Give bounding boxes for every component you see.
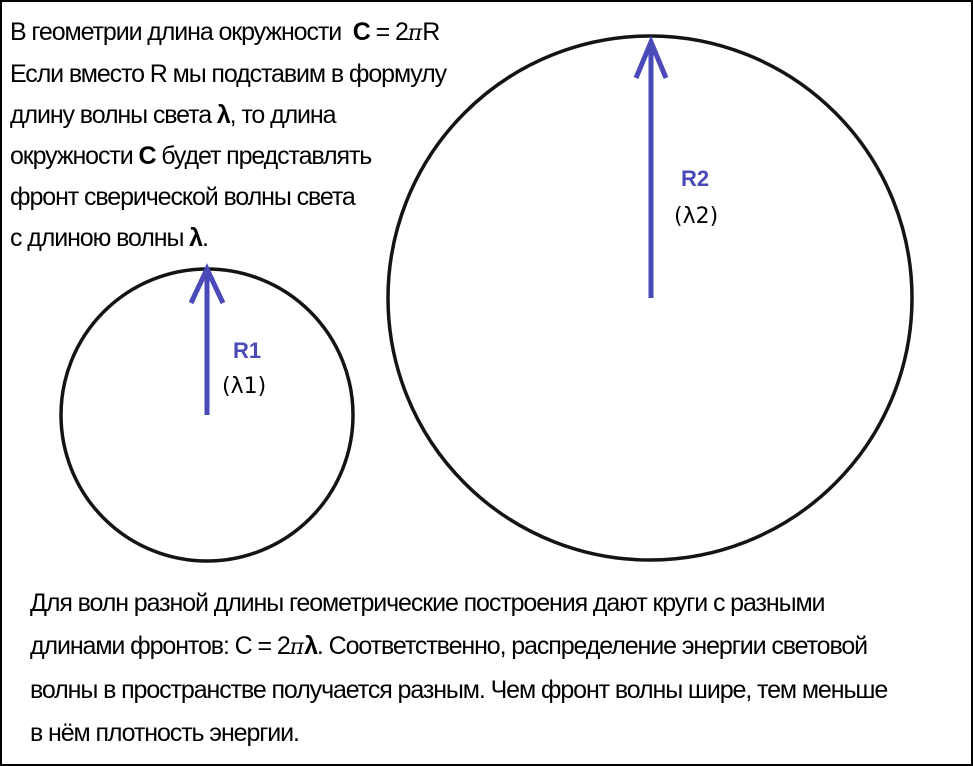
- intro-line-3-text: длину волны света: [10, 101, 217, 129]
- intro-line-6-text: с длиною волны: [10, 224, 190, 252]
- radius-label-r1: R1: [233, 338, 262, 363]
- lambda-symbol: λ: [216, 101, 230, 129]
- outro-line-2-text: длинами фронтов: С = 2: [30, 632, 290, 660]
- outro-line-4: в нём плотность энергии.: [30, 719, 299, 747]
- pi-symbol: π: [407, 21, 423, 46]
- intro-line-3: [10, 95, 510, 136]
- intro-line-2: Если вместо R мы подставим в формулу: [10, 60, 447, 88]
- radius-label-r2: R2: [681, 166, 710, 191]
- equals-two: = 2: [369, 18, 408, 46]
- intro-line-3-suffix: , то длина: [229, 101, 336, 129]
- outro-text: [30, 582, 965, 755]
- pi-symbol-2: π: [289, 635, 305, 660]
- intro-line-5: фронт сверической волны света: [10, 183, 355, 211]
- radius-symbol: R: [422, 18, 440, 46]
- intro-line-4: [10, 136, 510, 177]
- intro-line-6: [10, 218, 510, 259]
- intro-line-6-suffix: .: [201, 224, 208, 252]
- circumference-symbol: С: [352, 18, 370, 46]
- intro-line-1-text: В геометрии длина окружности: [10, 18, 353, 46]
- outro-line-2: [30, 625, 965, 669]
- lambda-symbol-3: λ: [304, 632, 317, 660]
- outro-line-2-suffix: . Соответственно, распределение энергии световой: [316, 632, 868, 660]
- lambda-symbol-2: λ: [189, 224, 202, 252]
- intro-text: [10, 12, 510, 259]
- circumference-symbol-2: С: [138, 142, 156, 170]
- intro-line-4-suffix: будет представлять: [155, 142, 372, 170]
- intro-line-4-text: окружности: [10, 142, 139, 170]
- wavelength-label-l2: (λ2): [674, 204, 719, 229]
- outro-line-3: волны в пространстве получается разным. Чем фронт волны шире, тем меньше: [30, 676, 888, 704]
- wavelength-label-l1: (λ1): [222, 374, 267, 399]
- outro-line-1: Для волн разной длины геометрические построения дают круги с разными: [30, 589, 825, 617]
- intro-line-1: [10, 12, 510, 54]
